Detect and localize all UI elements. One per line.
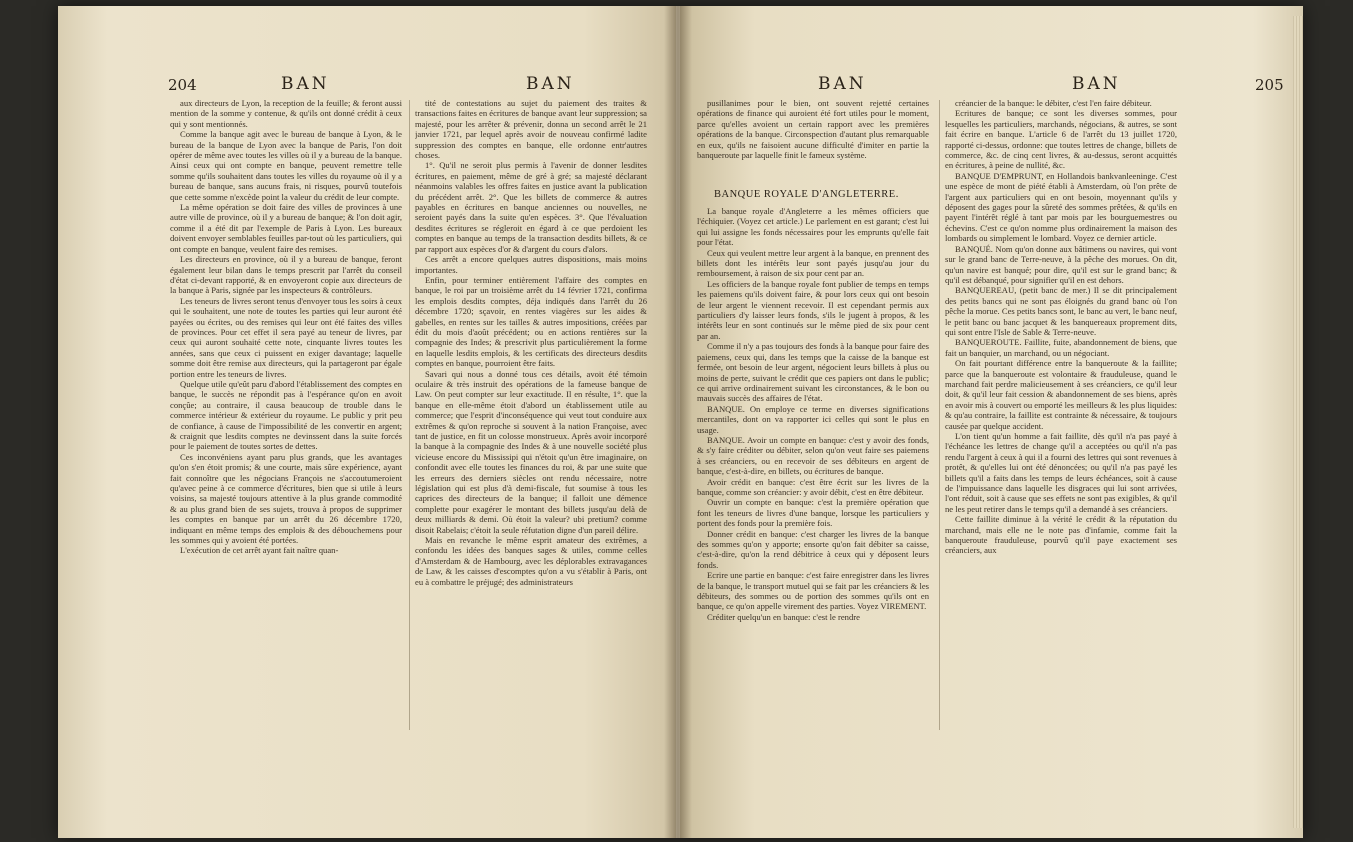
running-header-right-col1: BAN (818, 74, 867, 94)
left-page (58, 6, 676, 838)
page-number-left: 204 (168, 76, 197, 94)
left-page-column-1 (170, 98, 402, 738)
paragraph: Enfin, pour terminer entièrement l'affaire des comptes en banque, le roi par un troisième arrêt du 14 février 1721, confirma les emplois desdits comptes, déja indiqués dans l'arrêt du 26 décembre 1720; sçavoir, en rentes viagères sur les aides & gabelles, en rentes sur les tailles & autres impositions, créées par édit du mois d'août précédent; ou en actions rentières sur la compagnie des Indes; & prescrivit plus particulièrement la forme en laquelle lesdits emplois, & les certificats des directeurs desdits comptes en banque, pourroient être faits. (415, 274, 647, 369)
paragraph: La banque royale d'Angleterre a les mêmes officiers que l'échiquier. (Voyez cet article.) Le parlement en est garant; c'est lui qui lui assigne les fonds nécessaires pour les emprunts qu'elle fait pour l'état. (697, 206, 929, 248)
paragraph: Avoir crédit en banque: c'est être écrit sur les livres de la banque, comme son créancier: y avoir débit, c'est en être débiteur. (697, 476, 929, 497)
paragraph: BANQUE. On employe ce terme en diverses significations mercantiles, dont on va rapporter ici celles qui sont le plus en usage. (697, 403, 929, 435)
paragraph: Quelque utile qu'eût paru d'abord l'établissement des comptes en banque, le succès ne répondit pas à l'espérance qu'on en avoit conçûe; au contraire, il causa beaucoup de trouble dans le commerce intérieur & extérieur du royaume. Le public y prit peu de confiance, à cause de l'impossibilité de les convertir en argent; & craignit que lesdits comptes ne devinssent dans la suite forcés pour le paiement de toutes sortes de dettes. (170, 378, 402, 452)
paragraph: BANQUEREAU, (petit banc de mer.) Il se dit principalement des petits bancs qui ne sont pas éloignés du grand banc où l'on pêche la morue. Ces petits bancs sont, le banc au vert, le banc neuf, le petit banc ou banc jacquet & les banquereaux proprement dits, qui sont entre l'Isle de Sable & Terre-neuve. (945, 285, 1177, 337)
paragraph: pusillanimes pour le bien, ont souvent rejetté certaines opérations de finance qui auroient été fort utiles pour le moment, parce qu'elles avoient un certain rapport avec les premières opérations de la banque. Circonspection d'autant plus remarquable en eux, qu'ils ne faisoient aucune difficulté d'imiter en partie la banqueroute par laquelle finit le fameux système. (697, 98, 929, 161)
paragraph: Les directeurs en province, où il y a bureau de banque, feront également leur bilan dans le temps prescrit par l'arrêt du conseil d'état ci-devant rapporté, & en envoyeront copie aux directeurs de la banque à Paris, signée par les inspecteurs & contrôleurs. (170, 254, 402, 296)
left-page-column-2 (415, 98, 647, 738)
right-page-column-1-top (697, 98, 929, 198)
paragraph: Les officiers de la banque royale font publier de temps en temps les paiemens qu'ils doivent faire, & pour lors ceux qui ont besoin de leur argent le viennent recevoir. Il est cependant permis aux particuliers d'y laisser leurs fonds, s'ils le jugent à propos, & les intérêts leur en sont continués sur le même pied de six pour cent par an. (697, 278, 929, 341)
running-header-left-col1: BAN (281, 74, 330, 94)
running-header-right-col2: BAN (1072, 74, 1121, 94)
paragraph: Ces inconvéniens ayant paru plus grands, que les avantages qu'on s'en étoit promis; & une courte, mais sûre expérience, ayant fait connoître que les négocians François ne s'accoutumeroient qu'avec peine à ce commerce d'écritures, bien que si utile à leurs voisins, sa majesté toujours attentive à la plus grande commodité & au plus grand bien de ses sujets, trouva à propos de supprimer les comptes en banque par un arrêt du 26 décembre 1720, indiquant en même temps des emplois & des débouchemens pour les sommes qui y avoient été portées. (170, 451, 402, 546)
paragraph: L'exécution de cet arrêt ayant fait naître quan- (180, 545, 339, 556)
right-page (680, 6, 1303, 838)
paragraph: Ceux qui veulent mettre leur argent à la banque, en prennent des billets dont les intérêts leur sont payés jusqu'au jour du remboursement, à raison de six pour cent par an. (697, 247, 929, 279)
right-page-column-1 (697, 206, 929, 739)
paragraph: Donner crédit en banque: c'est charger les livres de la banque des sommes qu'on y apporte; ensorte qu'on fait débiter sa caisse, c'est-à-dire, qu'on la rend débitrice à ceux qui y déposent leurs fonds. (697, 528, 929, 570)
paragraph: Comme il n'y a pas toujours des fonds à la banque pour faire des paiemens, ceux qui, dans les temps que la caisse de la banque est fermée, ont besoin de leur argent, négocient leurs billets à plus ou moins de perte, suivant le crédit que ces papiers ont dans le public; ce qui arrive ordinairement suivant les circonstances, & le bon ou mauvais succès des affaires de l'état. (697, 341, 929, 404)
paragraph: BANQUEROUTE. Faillite, fuite, abandonnement de biens, que fait un banquier, un marchand, ou un négociant. (945, 337, 1177, 358)
page-edges (1293, 16, 1303, 828)
paragraph: BANQUE. Avoir un compte en banque: c'est y avoir des fonds, & s'y faire créditer ou débiter, selon qu'on veut faire ses paiemens à ses créanciers, ou en recevoir de ses débiteurs en argent de banque, c'est-à-dire, en billets, ou écritures de banque. (697, 434, 929, 477)
page-number-right: 205 (1255, 76, 1284, 94)
paragraph: Ecritures de banque; ce sont les diverses sommes, pour lesquelles les particuliers, marchands, négocians, & autres, se sont fait écrire en banque. L'article 6 de l'arrêt du 13 juillet 1720, rapporté ci-dessus, ordonne: que toutes lettres de change, billets de commerce, &c. de cinq cent livres, & au-dessus, seront acquittés en écritures, à peine de nullité, &c. (945, 108, 1177, 171)
paragraph: aux directeurs de Lyon, la reception de la feuille; & feront aussi mention de la somme y contenue, & qu'ils ont donné crédit à ceux qui y sont mentionnés. (170, 98, 402, 129)
paragraph: On fait pourtant différence entre la banqueroute & la faillite; parce que la banqueroute est volontaire & frauduleuse, quand le marchand fait perdre malicieusement à ses créanciers, ce qu'il leur doit, & qu'il leur fait cession & abandonnement de ses biens, après en avoir mis à couvert ou emporté les meilleurs & les plus liquides: & qu'au contraire, la faillite est contrainte & nécessaire, & toujours causée par quelque accident. (945, 358, 1177, 431)
paragraph: BANQUÉ. Nom qu'on donne aux bâtimens ou navires, qui vont sur le grand banc de Terre-neuve, à la pêche des morues. On dit, qu'un navire est banqué; pour dire, qu'il est sur le grand banc; & qu'il est débanqué, pour signifier qu'il en est dehors. (945, 243, 1177, 285)
paragraph: BANQUE D'EMPRUNT, en Hollandois bankvanleeninge. C'est une espèce de mont de piété établi à Amsterdam, où l'on prête de l'argent aux particuliers qui en ont besoin, moyennant qu'ils y déposent des gages pour la sûreté des sommes prêtées, & qu'ils en payent l'intérêt réglé à tant par mois par les bourguemestres ou échevins. C'est ce qu'on nomme plus ordinairement la maison des lombards ou simplement le lombard. Voyez ce dernier article. (945, 170, 1177, 244)
paragraph: tité de contestations au sujet du paiement des traites & transactions faites en écritures de banque avant leur suppression; sa majesté, pour les arrêter & prévenir, donna un second arrêt le 21 janvier 1721, par lequel après avoir de nouveau confirmé ladite suppression des comptes en banque, elle ordonne entr'autres choses. (415, 98, 647, 161)
paragraph: L'on tient qu'un homme a fait faillite, dès qu'il n'a pas payé à l'échéance les lettres de change qu'il a acceptées ou qu'il n'a pas rendu l'argent à ceux à qui il a fourni des lettres qui sont revenues à protêt, & qu'elles lui ont été dénoncées; ou qu'il n'a pas payé les billets qu'il a faits dans les temps de leurs échéances, soit à cause de l'impuissance dans laquelle les disgraces qui lui sont arrivées, l'ont réduit, soit à cause que ses effets ne sont pas exigibles, & qu'il ne les peut retirer dans le temps qu'il a demandé à ses créanciers. (945, 431, 1177, 514)
open-book (58, 6, 1303, 838)
paragraph: 1°. Qu'il ne seroit plus permis à l'avenir de donner lesdites écritures, en paiement, même de gré à gré; sa majesté déclarant néanmoins valables les offres faites en justice avant la publication du précédent arrêt. 2°. Que les billets de commerce & autres payables en écritures en banque anciennes ou nouvelles, ne seroient payés dans la suite qu'en espèces. 3°. Que l'évaluation desdites écritures se régleroit en égard à ce que perdoient les comptes en banque au temps de la transaction desdits billets, & ce par rapport aux espèces d'or & d'argent du cours d'alors. (415, 160, 647, 254)
paragraph: Ecrire une partie en banque: c'est faire enregistrer dans les livres de la banque, le transport mutuel qui se fait par les créanciers & les débiteurs, des sommes ou de portion des sommes qu'ils ont en banque, ce qu'on appelle virement des parties. Voyez VIREMENT. (697, 570, 929, 612)
paragraph: Ouvrir un compte en banque: c'est la première opération que font les teneurs de livres d'une banque, lorsque les particuliers y portent des fonds pour la première fois. (697, 497, 929, 529)
paragraph: Ces arrêt a encore quelques autres dispositions, mais moins importantes. (415, 254, 647, 275)
paragraph: Comme la banque agit avec le bureau de banque à Lyon, & le bureau de la banque de Lyon avec la banque de Paris, l'on doit opérer de même avec toutes les villes où il y a bureau de la banque. Ainsi ceux qui ont compte en banque, peuvent remettre telle somme qu'ils souhaitent dans toutes les villes du royaume où il y a bureau de banque, sans aucuns frais, ni risques, pourvû toutefois que cette somme n'excède point la valeur du crédit de leur compte. (170, 129, 402, 202)
paragraph: La même opération se doit faire des villes de provinces à une autre ville de province, où il y a bureau de banque; & l'on doit agir, comme il a été dit par l'exemple de Paris à Lyon. Les bureaux doivent envoyer semblables feuilles par-tout où les particuliers, qui ont compte en banque, veulent faire des remises. (170, 202, 402, 254)
paragraph: Mais en revanche le même esprit amateur des extrêmes, a confondu les idées des banques sages & utiles, comme celles d'Amsterdam & de Hambourg, avec les déplorables extravagances de Law, & les caisses d'escomptes qu'on a vu s'établir à Paris, ont eu à combattre le préjugé; des administrateurs (415, 535, 647, 587)
column-rule (409, 100, 410, 730)
paragraph: créancier de la banque: le débiter, c'est l'en faire débiteur. (955, 98, 1152, 108)
paragraph: Les teneurs de livres seront tenus d'envoyer tous les soirs à ceux qui le souhaitent, une note de toutes les parties qui leur auront été payées ou écrites, ou des remises qui leur ont été faites des villes de provinces. Pour cet effet il sera payé au teneur de livres, par ceux qui auront souhaité cette note, cinquante livres toutes les années, sans que ceux ci puissent en exiger davantage; laquelle somme doit être remise aux directeurs, qui la partageront par égale portion entre les teneurs de livres. (170, 295, 402, 379)
paragraph: Savari qui nous a donné tous ces détails, avoit été témoin oculaire & très instruit des opérations de la fameuse banque de Law. On peut compter sur leur exactitude. Il en résulte, 1°. que la banque en elle-même étoit d'abord un établissement utile au commerce; que l'esprit d'inconséquence qui veut tout conduire aux extrêmes & qu'on reproche si souvent à la nation Françoise, avec tant de justice, en fit un colosse monstrueux. Après avoir incorporé la banque à la compagnie des Indes & à une nouvelle société plus vicieuse encore du Mississipi qui n'étoit qu'un être imaginaire, on confondit avec elle toutes les finances du roi, & par une suite que les erreurs des derniers siècles ont rendu nécessaire, notre législation qui est plus d'à demi-fiscale, fut soumise à tous les caprices des directeurs de la banque; il falloit une démence complette pour exagérer le montant des billets jusqu'au delà de deux milliards & demi. Où étoit la valeur? ubi pretium? comme disoit Rabelais; c'étoit la seule réfutation digne d'un pareil délire. (415, 368, 647, 535)
section-title: BANQUE ROYALE D'ANGLETERRE. (714, 189, 899, 200)
paragraph: Créditer quelqu'un en banque: c'est le rendre (707, 611, 860, 622)
running-header-left-col2: BAN (526, 74, 575, 94)
right-page-column-2 (945, 98, 1177, 738)
paragraph: Cette faillite diminue à la vérité le crédit & la réputation du marchand, mais elle ne le note pas d'infamie, comme fait la banqueroute frauduleuse, pourvû qu'il paye exactement ses créanciers, aux (945, 514, 1177, 556)
column-rule (939, 100, 940, 730)
